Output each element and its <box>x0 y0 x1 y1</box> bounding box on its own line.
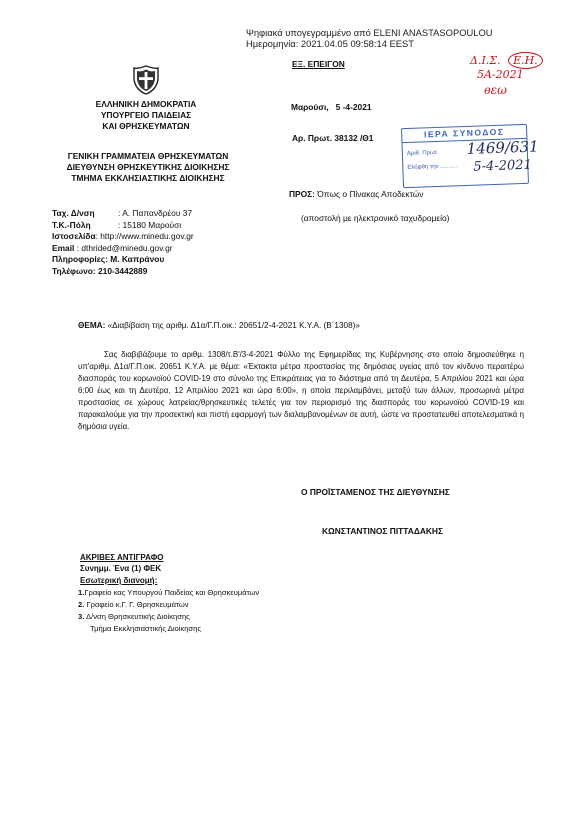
priority-label: ΕΞ. ΕΠΕΙΓΟΝ <box>292 59 345 69</box>
internal-distribution-heading: Εσωτερική διανομή: <box>80 576 158 585</box>
recipient <box>289 189 424 200</box>
stamp-handwritten-number: 1469/631 <box>466 137 539 158</box>
ministry-line-1: ΕΛΛΗΝΙΚΗ ΔΗΜΟΚΡΑΤΙΑ <box>95 99 197 109</box>
recipient-note: (αποστολή με ηλεκτρονικό ταχυδρομείο) <box>301 213 450 223</box>
list-item-sub: Τμήμα Εκκλησιαστικής Διοίκησης <box>90 624 202 633</box>
digital-signature-line-1: Ψηφιακά υπογεγραμμένο από ELENI ANASTASOPOULOU <box>246 27 493 38</box>
list-item: 3. Δ/νση Θρησκευτικής Διοίκησης <box>78 612 190 621</box>
signatory-title: Ο ΠΡΟΪΣΤΑΜΕΝΟΣ ΤΗΣ ΔΙΕΥΘΥΝΣΗΣ <box>301 487 450 497</box>
contact-info: Πληροφορίες: Μ. Καπράνου <box>52 254 165 265</box>
contact-address: Ταχ. Δ/νση : Α. Παπανδρέου 37 <box>52 208 193 218</box>
handwritten-line-1: Δ.Ι.Σ. <box>470 54 501 67</box>
holy-synod-stamp <box>401 124 539 188</box>
handwritten-line-2: 5Α-2021 <box>477 68 524 81</box>
handwritten-annotation <box>470 52 543 69</box>
secretariat-line-2: ΔΙΕΥΘΥΝΣΗ ΘΡΗΣΚΕΥΤΙΚΗΣ ΔΙΟΙΚΗΣΗΣ <box>66 162 230 172</box>
contact-block <box>52 208 194 278</box>
stamp-title: ΙΕΡΑ ΣΥΝΟΔΟΣ <box>423 126 505 140</box>
internal-distribution-list <box>78 587 259 635</box>
body-paragraph: Σας διαβιβάζουμε το αριθμ. 1308/τ.Β'/3-4-2021 Φύλλο της Εφημερίδας της Κυβέρνησης στο οποίο δημοσιεύθηκε η υπ'αριθμ. Δ1α/Γ.Π.οικ. 20651 Κ.Υ.Α. με θέμα: «Έκτακτα μέτρα προστασίας της δημόσιας υγείας από τον κίνδυνο περαιτέρω διασποράς του κορωνοϊού COVID-19 στο σύνολο της Επικράτειας για το διάστημα από τη Δευτέρα, 5 Απριλίου 2021 και ώρα 6:00 έως και τη Δευτέρα, 12 Απριλίου 2021 και ώρα 6:00», η οποία περιλαμβάνει, μεταξύ των άλλων, προσωρινά μέτρα προστασίας σε χώρους λατρείας/θρησκευτικές τελετές για τον περιορισμό της διασποράς του κορωνοϊού COVID-19 και παρακαλούμε για την προσεκτική και πιστή εφαρμογή των διαλαμβανομένων σε αυτή, ώστε να προστατευθεί αποτελεσματικά η δημόσια υγεία. <box>78 350 524 431</box>
list-item: 2. Γραφείο κ.Γ. Γ. Θρησκευμάτων <box>78 600 189 609</box>
contact-website: Ιστοσελίδα: http://www.minedu.gov.gr <box>52 231 194 242</box>
contact-phone: Τηλέφωνο: 210-3442889 <box>52 265 148 276</box>
digital-signature-line-2: Ημερομηνία: 2021.04.05 09:58:14 EEST <box>246 38 415 49</box>
handwritten-line-3: ѳεω <box>484 83 507 97</box>
signatory-name: ΚΩΝΣΤΑΝΤΙΝΟΣ ΠΙΤΤΑΔΑΚΗΣ <box>322 526 444 536</box>
protocol-number: Αρ. Πρωτ. 38132 /Θ1 <box>292 133 374 143</box>
true-copy-label: ΑΚΡΙΒΕΣ ΑΝΤΙΓΡΑΦΟ <box>80 553 164 562</box>
stamp-label-1: Αριθ. Πρωτ. <box>406 149 439 158</box>
stamp-handwritten-date: 5-4-2021 <box>473 157 533 175</box>
secretariat-line-3: ΤΜΗΜΑ ΕΚΚΛΗΣΙΑΣΤΙΚΗΣ ΔΙΟΙΚΗΣΗΣ <box>71 173 225 183</box>
secretariat-line-1: ΓΕΝΙΚΗ ΓΡΑΜΜΑΤΕΙΑ ΘΡΗΣΚΕΥΜΑΤΩΝ <box>67 151 229 161</box>
subject-label: ΘΕΜΑ: <box>78 321 106 330</box>
contact-email: Email : dthrided@minedu.gov.gr <box>52 242 173 253</box>
ministry-line-3: ΚΑΙ ΘΡΗΣΚΕΥΜΑΤΩΝ <box>102 121 190 131</box>
subject-text: «Διαβίβαση της αριθμ. Δ1α/Γ.Π.οικ.: 20651/2-4-2021 Κ.Υ.Α. (Β΄1308)» <box>107 321 360 330</box>
greek-coat-of-arms-icon <box>132 64 160 96</box>
contact-postal: Τ.Κ.-Πόλη : 15180 Μαρούσι <box>52 219 182 230</box>
attachment-label: Συνημμ. Ένα (1) ΦΕΚ <box>80 564 162 573</box>
stamp-label-2: Ελήφθη την .......... <box>407 163 458 172</box>
recipient-text: Όπως ο Πίνακας Αποδεκτών <box>317 189 424 199</box>
recipient-label: ΠΡΟΣ: <box>289 189 315 199</box>
place-date: Μαρούσι, 5 -4-2021 <box>291 102 372 112</box>
list-item: 1.Γραφείο κας Υπουργού Παιδείας και Θρησκευμάτων <box>78 588 260 597</box>
handwritten-circled: Ε.Η. <box>508 52 543 69</box>
ministry-line-2: ΥΠΟΥΡΓΕΙΟ ΠΑΙΔΕΙΑΣ <box>100 110 192 120</box>
subject <box>78 321 360 330</box>
